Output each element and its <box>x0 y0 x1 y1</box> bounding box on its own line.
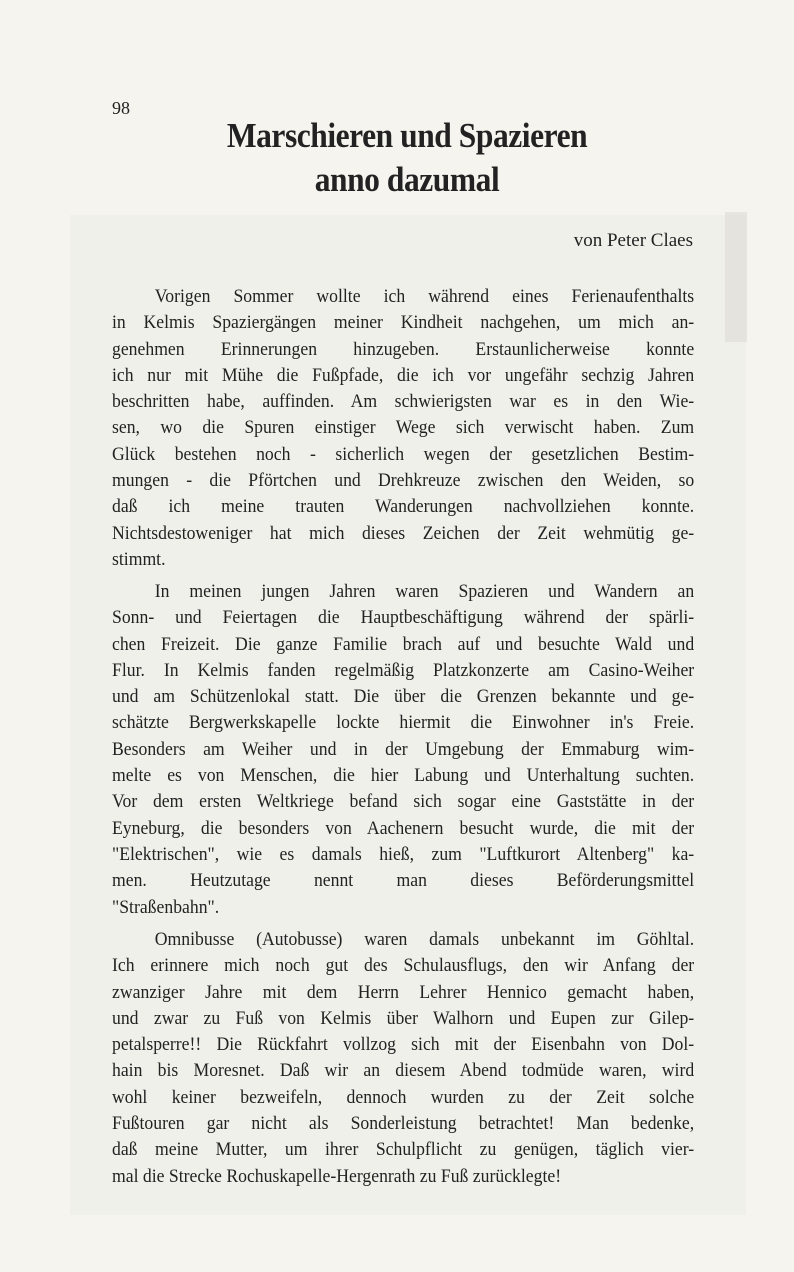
text-line: Besonders am Weiher und in der Umgebung der Emmaburg wim- <box>112 738 695 760</box>
text-line: Flur. In Kelmis fanden regelmäßig Platzkonzerte am Casino-Weiher <box>112 659 695 681</box>
text-line: und zwar zu Fuß von Kelmis über Walhorn und Eupen zur Gilep- <box>112 1007 695 1029</box>
text-line: ich nur mit Mühe die Fußpfade, die ich vor ungefähr sechzig Jahren <box>112 364 695 386</box>
text-line: "Elektrischen", wie es damals hieß, zum "Luftkurort Altenberg" ka- <box>112 843 695 865</box>
text-line: Nichtsdestoweniger hat mich dieses Zeichen der Zeit wehmütig ge- <box>112 522 695 544</box>
text-line: mungen - die Pförtchen und Drehkreuze zwischen den Weiden, so <box>112 470 695 492</box>
text-line: melte es von Menschen, die hier Labung und Unterhaltung suchten. <box>112 765 695 787</box>
paragraph-2 <box>112 579 694 921</box>
text-line: schätzte Bergwerkskapelle lockte hiermit die Einwohner in's Freie. <box>112 712 695 734</box>
text-line: Omnibusse (Autobusse) waren damals unbekannt im Göhltal. <box>154 929 695 950</box>
article-title-line-2: anno dazumal <box>314 160 500 199</box>
text-line: Vor dem ersten Weltkriege befand sich sogar eine Gaststätte in der <box>112 791 695 813</box>
text-line: men. Heutzutage nennt man dieses Beförderungsmittel <box>112 870 695 892</box>
text-line: genehmen Erinnerungen hinzugeben. Erstaunlicherweise konnte <box>112 338 695 360</box>
text-line: petalsperre!! Die Rückfahrt vollzog sich mit der Eisenbahn von Dol- <box>112 1034 695 1056</box>
text-line: zwanziger Jahre mit dem Herrn Lehrer Hennico gemacht haben, <box>112 981 695 1003</box>
text-line: wohl keiner bezweifeln, dennoch wurden zu der Zeit solche <box>112 1086 695 1108</box>
text-line: mal die Strecke Rochuskapelle-Hergenrath zu Fuß zurücklegte! <box>112 1165 562 1187</box>
text-line: in Kelmis Spaziergängen meiner Kindheit nachgehen, um mich an- <box>112 312 695 334</box>
text-line: Sonn- und Feiertagen die Hauptbeschäftigung während der spärli- <box>112 607 695 629</box>
text-line: Fußtouren gar nicht als Sonderleistung betrachtet! Man bedenke, <box>112 1113 695 1135</box>
paragraph-3 <box>112 927 694 1190</box>
text-line: Ich erinnere mich noch gut des Schulausflugs, den wir Anfang der <box>112 955 695 977</box>
paragraph-1 <box>112 284 694 573</box>
text-line: Eyneburg, die besonders von Aachenern besucht wurde, die mit der <box>112 817 695 839</box>
text-line: stimmt. <box>112 548 166 570</box>
text-line: und am Schützenlokal statt. Die über die Grenzen bekannte und ge- <box>112 686 695 708</box>
text-line: "Straßenbahn". <box>112 896 220 918</box>
text-line: hain bis Moresnet. Daß wir an diesem Abend todmüde waren, wird <box>112 1060 695 1082</box>
text-line: Glück bestehen noch - sicherlich wegen der gesetzlichen Bestim- <box>112 443 695 465</box>
text-line: Vorigen Sommer wollte ich während eines Ferienaufenthalts <box>154 286 695 307</box>
text-line: chen Freizeit. Die ganze Familie brach auf und besuchte Wald und <box>112 633 695 655</box>
text-line: daß ich meine trauten Wanderungen nachvollziehen konnte. <box>112 496 695 518</box>
text-line: sen, wo die Spuren einstiger Wege sich verwischt haben. Zum <box>112 417 695 439</box>
article-title-line-1: Marschieren und Spazieren <box>226 116 588 155</box>
text-line: In meinen jungen Jahren waren Spazieren und Wandern an <box>154 581 695 602</box>
page-number: 98 <box>112 98 130 118</box>
text-line: daß meine Mutter, um ihrer Schulpflicht zu genügen, täglich vier- <box>112 1139 695 1161</box>
text-line: beschritten habe, auffinden. Am schwierigsten war es in den Wie- <box>112 391 695 413</box>
author-byline: von Peter Claes <box>573 230 693 251</box>
show-through-shade-right <box>725 212 747 342</box>
